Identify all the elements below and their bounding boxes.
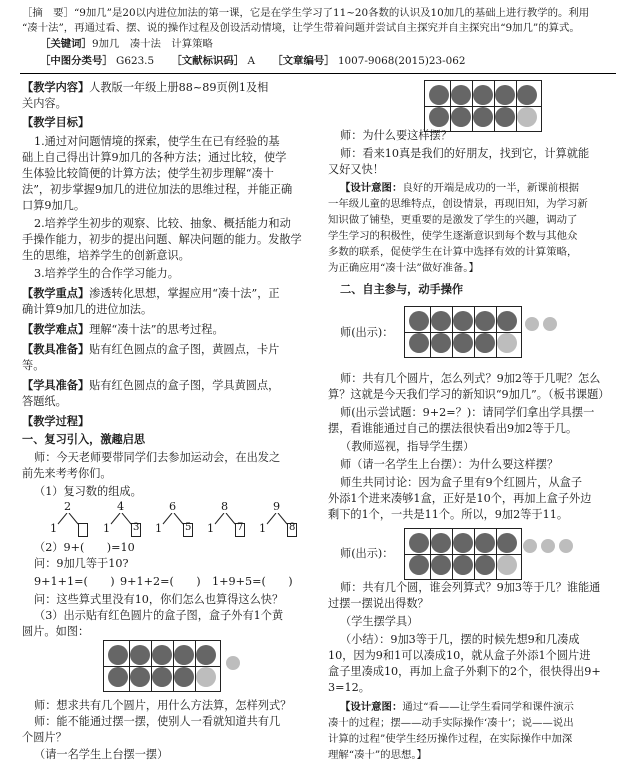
filled-disc xyxy=(495,85,515,105)
equation-b: 9+1+2=( ) xyxy=(120,575,201,588)
filled-disc xyxy=(475,533,495,553)
keywords xyxy=(40,37,213,51)
teacher-line: 师：为什么要这样摆？ xyxy=(340,129,452,142)
teacher-line: 又好又快！ xyxy=(328,163,384,176)
teacher-line: 外添1个进来凑够1盒，正好是10个，再加上盒子外边 xyxy=(328,492,592,505)
content-line xyxy=(22,80,268,95)
answer-box xyxy=(183,523,193,537)
tree-right-number: 7 xyxy=(237,522,244,533)
filled-disc xyxy=(431,333,451,353)
empty-disc xyxy=(517,107,537,127)
articleno-value: 1007-9068(2015)23-062 xyxy=(337,55,466,67)
filled-disc xyxy=(409,533,429,553)
filled-disc xyxy=(431,533,451,553)
answer-box xyxy=(78,523,88,537)
outside-disc xyxy=(226,656,240,670)
filled-disc xyxy=(497,311,517,331)
empty-disc xyxy=(196,667,216,687)
divider xyxy=(20,73,616,74)
design-text: 多数的联系，促使学生在计算中选择有效的计算策略， xyxy=(328,246,578,258)
teacher-line: 师：看来10真是我们的好朋友，找到它，计算就能 xyxy=(340,147,590,160)
key-text: 渗透转化思想，掌握应用“凑十法”，正 xyxy=(89,287,280,300)
filled-disc xyxy=(130,667,150,687)
ten-frame-box xyxy=(103,640,221,692)
goal-1-line: 生体验比较简便的计算方法；使学生初步理解“凑十 xyxy=(22,167,274,180)
content-text-2: 关内容。 xyxy=(22,97,67,110)
teacher-line: 师（请一名学生上台摆）：为什么要这样摆？ xyxy=(340,458,559,471)
section-2-heading: 二、自主参与，动手操作 xyxy=(340,283,464,296)
tree-left-number: 1 xyxy=(103,522,111,535)
design-text: 理解“凑十”的思想。】 xyxy=(328,749,427,761)
key-point-line xyxy=(22,286,280,301)
answer-box xyxy=(131,523,141,537)
filled-disc xyxy=(475,311,495,331)
filled-disc xyxy=(431,555,451,575)
question-4: 问：这些算式里没有10，你们怎么也算得这么快？ xyxy=(34,593,284,606)
question-2: （2）9+( )=10 xyxy=(34,541,135,554)
design-text: 凑十的过程；摆——动手实际操作‘凑十’；说——说出 xyxy=(328,717,574,729)
filled-disc xyxy=(517,85,537,105)
keywords-text: 9加几 凑十法 计算策略 xyxy=(91,38,213,50)
teacher-line: 师(出示尝试题：9+2=？)：请同学们拿出学具摆一 xyxy=(340,406,595,419)
filled-disc xyxy=(152,667,172,687)
key-label: 【教学重点】 xyxy=(22,287,90,300)
summary-line: 3=12。 xyxy=(328,681,370,694)
para-line: 师：今天老师要带同学们去参加运动会，在出发之 xyxy=(34,451,281,464)
teacher-line: （教师巡视，指导学生摆） xyxy=(340,440,475,453)
tools-text: 贴有红色圆点的盒子图，黄圆点，卡片 xyxy=(89,343,280,356)
teacher-line: （请一名学生上台摆一摆） xyxy=(34,748,169,761)
content-label: 【教学内容】 xyxy=(22,81,90,94)
tree-top-number: 2 xyxy=(64,500,72,513)
teacher-line: 剩下的1个，一共是11个。所以，9加2等于11。 xyxy=(328,508,569,521)
teacher-line: 过摆一摆说出得数？ xyxy=(328,597,429,610)
tree-right-number: 8 xyxy=(289,522,296,533)
ten-frame-box xyxy=(424,80,542,132)
design-text: 为正确应用“凑十法”做好准备。】 xyxy=(328,262,479,274)
goals-heading: 【教学目标】 xyxy=(22,116,90,129)
tree-top-number: 4 xyxy=(117,500,125,513)
goal-2-line: 2.培养学生初步的观察、比较、抽象、概括能力和动 xyxy=(34,217,291,230)
teacher-line: 师：共有几个圆，谁会列算式？9加3等于几？谁能通 xyxy=(340,581,601,594)
classification-line xyxy=(40,54,465,68)
design-text: 计算的过程”使学生经历操作过程，在实际操作中加深 xyxy=(328,733,573,745)
student-tools-line xyxy=(22,378,279,393)
teacher-line: 师：共有几个圆片，怎么列式？9加2等于几呢？怎么 xyxy=(340,372,601,385)
filled-disc xyxy=(409,333,429,353)
goal-1-line: 法”，初步掌握9加几的进位加法的思维过程，并能正确 xyxy=(22,183,293,196)
para-line: （1）复习数的组成。 xyxy=(34,485,142,498)
filled-disc xyxy=(497,533,517,553)
outside-disc xyxy=(525,317,539,331)
keywords-label: ［关键词］ xyxy=(40,38,92,50)
question-5: （3）出示贴有红色圆片的盒子图，盒子外有1个黄 xyxy=(34,609,284,622)
articleno-label: ［文章编号］ xyxy=(272,55,335,67)
summary-line: 盒子里凑成10，再加上盒子外剩下的2个，很快得出9+ xyxy=(328,665,601,678)
filled-disc xyxy=(475,333,495,353)
section-1-heading: 一、复习引入，激趣启思 xyxy=(22,433,146,446)
abstract-line-1: ［摘 要］“9加几”是20以内进位加法的第一课，它是在学生学习了11~20各数的认识及10加几的基础上进行教学的。利用 xyxy=(22,7,590,19)
key-text-2: 确计算9加几的进位加法。 xyxy=(22,303,153,316)
filled-disc xyxy=(451,107,471,127)
ten-frame-box xyxy=(404,306,522,358)
filled-disc xyxy=(453,311,473,331)
question-2b: 问：9加几等于10? xyxy=(34,557,129,570)
tools-label: 【教具准备】 xyxy=(22,343,90,356)
filled-disc xyxy=(453,533,473,553)
clc-label: ［中图分类号］ xyxy=(40,55,113,67)
filled-disc xyxy=(453,555,473,575)
filled-disc xyxy=(451,85,471,105)
filled-disc xyxy=(453,333,473,353)
content-text: 人教版一年级上册88~89页例1及相 xyxy=(89,81,269,94)
tree-right-number: 5 xyxy=(185,522,192,533)
goal-1-line: 础上自己得出计算9加几的各种方法；通过比较，使学 xyxy=(22,151,287,164)
clc-value: G623.5 xyxy=(116,55,155,67)
teacher-line: 师：能不能通过摆一摆，使别人一看就知道共有几 xyxy=(34,715,281,728)
filled-disc xyxy=(108,667,128,687)
filled-disc xyxy=(108,645,128,665)
tree-top-number: 9 xyxy=(273,500,281,513)
filled-disc xyxy=(429,85,449,105)
filled-disc xyxy=(409,311,429,331)
summary-line: 10，因为9和1可以凑成10，就从盒子外添1个圆片进 xyxy=(328,649,591,662)
design-text: 学生学习的积极性，使学生逐渐意识到每个数与其他众 xyxy=(328,230,578,242)
tree-left-number: 1 xyxy=(207,522,215,535)
teacher-line: 师：想求共有几个圆片，用什么方法算，怎样列式？ xyxy=(34,699,292,712)
design-label: 【设计意图： xyxy=(340,182,403,194)
show-label-2: 师(出示)： xyxy=(340,547,394,560)
filled-disc xyxy=(409,555,429,575)
student-tools-label: 【学具准备】 xyxy=(22,379,90,392)
process-heading: 【教学过程】 xyxy=(22,415,90,428)
teacher-line: 摆，看谁能通过自己的摆法很快看出9加2等于几。 xyxy=(328,422,578,435)
student-tools-text: 贴有红色圆点的盒子图，学具黄圆点， xyxy=(89,379,280,392)
filled-disc xyxy=(174,645,194,665)
difficulty-line xyxy=(22,322,224,337)
outside-disc xyxy=(541,539,555,553)
goal-2-line: 生的思维，培养学生的创新意识。 xyxy=(22,249,190,262)
answer-box xyxy=(287,523,297,537)
show-label-1: 师(出示)： xyxy=(340,326,394,339)
difficulty-text: 理解“凑十法”的思考过程。 xyxy=(89,323,224,336)
outside-disc xyxy=(559,539,573,553)
design-text: 通过“看——让学生看同学和课件演示 xyxy=(402,701,574,713)
goal-1-line: 口算9加几。 xyxy=(22,199,86,212)
empty-disc xyxy=(497,555,517,575)
teacher-line: 算？这就是今天我们学习的新知识“9加几”。（板书课题） xyxy=(328,388,610,401)
filled-disc xyxy=(174,667,194,687)
design-text: 知识做了铺垫，更重要的是激发了学生的兴趣，调动了 xyxy=(328,214,578,226)
teacher-line: 师生共同讨论：因为盒子里有9个红圆片，从盒子 xyxy=(340,476,583,489)
design-intent-1 xyxy=(340,181,579,195)
doccode-label: ［文献标识码］ xyxy=(171,55,245,67)
design-label: 【设计意图： xyxy=(340,701,403,713)
tree-right-number: 3 xyxy=(133,522,140,533)
filled-disc xyxy=(429,107,449,127)
filled-disc xyxy=(196,645,216,665)
answer-box xyxy=(235,523,245,537)
tree-left-number: 1 xyxy=(259,522,267,535)
ten-frame-box xyxy=(404,528,522,580)
teacher-line: （学生摆学具） xyxy=(340,615,419,628)
filled-disc xyxy=(473,107,493,127)
goal-1-line: 1.通过对问题情境的探索，使学生在已有经验的基 xyxy=(34,135,280,148)
para-line: 前先来考考你们。 xyxy=(22,467,112,480)
design-text: 一年级儿童的思维特点，创设情景，再现旧知，为学习新 xyxy=(328,198,588,210)
abstract-line-2: “凑十法”，再通过看、摆、说的操作过程及创设活动情境，让学生带着问题并尝试自主探究并自主探究出“9加几”的算式。 xyxy=(22,22,580,34)
teacher-line: 个圆片？ xyxy=(22,731,67,744)
filled-disc xyxy=(431,311,451,331)
filled-disc xyxy=(495,107,515,127)
tree-left-number: 1 xyxy=(155,522,163,535)
filled-disc xyxy=(152,645,172,665)
filled-disc xyxy=(475,555,495,575)
tree-left-number: 1 xyxy=(50,522,58,535)
student-tools-text-2: 答题纸。 xyxy=(22,395,67,408)
goal-2-line: 手操作能力，初步的提出问题、解决问题的能力。发散学 xyxy=(22,233,302,246)
goal-3-line: 3.培养学生的合作学习能力。 xyxy=(34,267,179,280)
equation-c: 1+9+5=( ) xyxy=(212,575,293,588)
design-intent-2 xyxy=(340,700,574,714)
empty-disc xyxy=(497,333,517,353)
tools-text-2: 等。 xyxy=(22,359,45,372)
question-5-line-2: 圆片。如图： xyxy=(22,625,90,638)
tree-top-number: 6 xyxy=(169,500,177,513)
equation-a: 9+1+1=( ) xyxy=(34,575,115,588)
doccode-value: A xyxy=(247,55,255,67)
outside-disc xyxy=(523,539,537,553)
tools-line xyxy=(22,342,279,357)
design-text: 良好的开端是成功的一半，新课前根据 xyxy=(402,182,579,194)
summary-line: （小结）：9加3等于几，摆的时候先想9和几凑成 xyxy=(340,633,580,646)
difficulty-label: 【教学难点】 xyxy=(22,323,90,336)
filled-disc xyxy=(473,85,493,105)
tree-top-number: 8 xyxy=(221,500,229,513)
filled-disc xyxy=(130,645,150,665)
outside-disc xyxy=(543,317,557,331)
